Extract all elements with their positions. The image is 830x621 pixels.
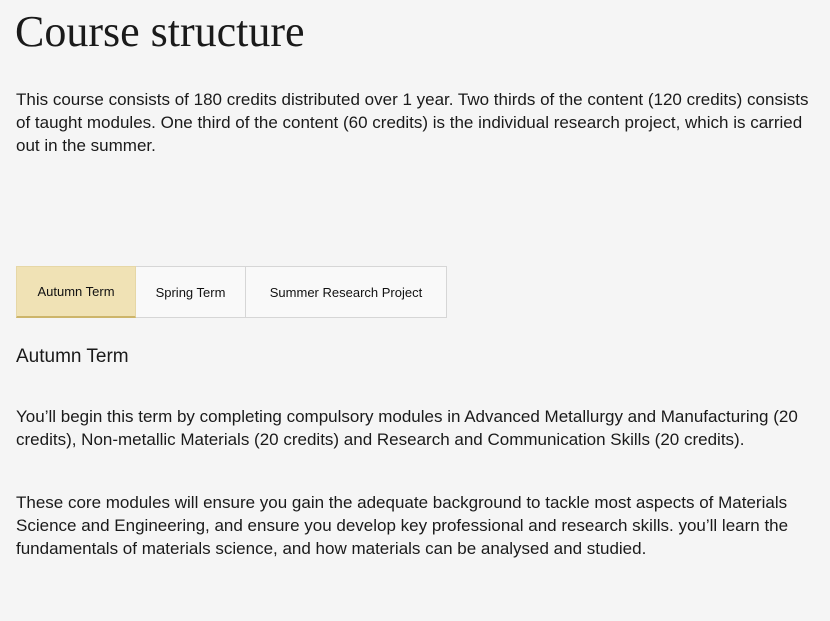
tab-autumn-term[interactable]: Autumn Term: [16, 266, 136, 318]
panel-paragraph: You’ll begin this term by completing compulsory modules in Advanced Metallurgy and Manufacturing (20 credits), Non-metallic Materials (20 credits) and Research and Communication Skills (20 credits).: [16, 407, 798, 449]
tab-spring-term[interactable]: Spring Term: [136, 266, 246, 318]
tab-summer-research-project[interactable]: Summer Research Project: [246, 266, 447, 318]
panel-heading: Autumn Term: [16, 346, 129, 367]
panel-paragraph: These core modules will ensure you gain the adequate background to tackle most aspects of Materials Science and Engineering, and ensure you develop key professional and research skills. you’ll learn the fundamentals of materials science, and how materials can be analysed and studied.: [16, 493, 789, 558]
term-tabs: [16, 266, 447, 318]
course-intro-text: This course consists of 180 credits distributed over 1 year. Two thirds of the content (120 credits) consists of taught modules. One third of the content (60 credits) is the individual research project, which is carried out in the summer.: [16, 90, 809, 155]
page-title: Course structure: [15, 7, 305, 56]
